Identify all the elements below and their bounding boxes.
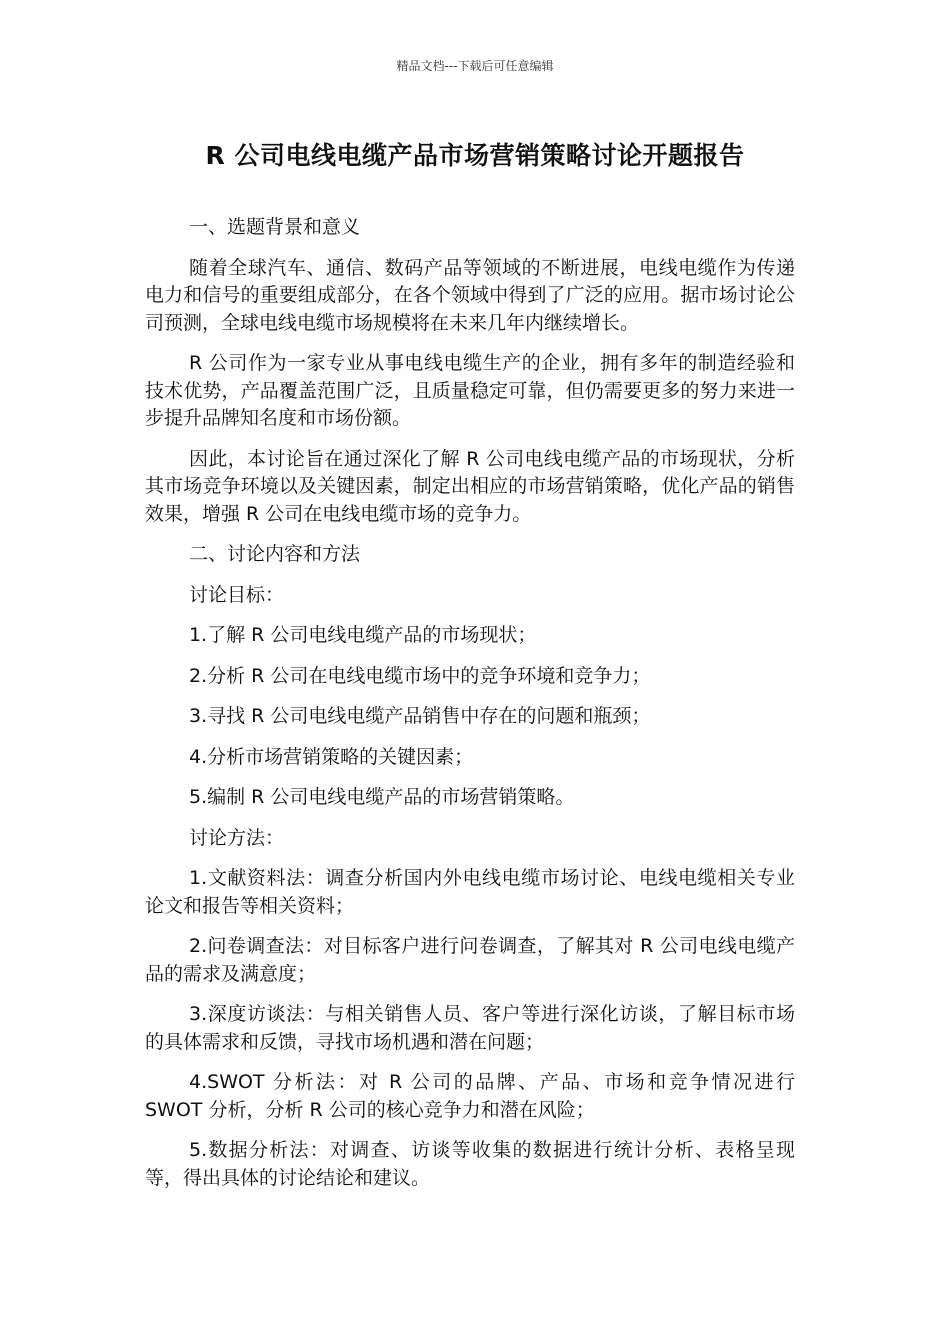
- list-item-goal-4: 4.分析市场营销策略的关键因素；: [189, 745, 474, 768]
- paragraph-purpose: 因此，本讨论旨在通过深化了解 R 公司电线电缆产品的市场现状，分析其市场竞争环境以及关键因素，制定出相应的市场营销策略，优化产品的销售效果，增强 R 公司在电线电缆市场的竞争力。: [145, 447, 795, 525]
- list-item-goal-3: 3.寻找 R 公司电线电缆产品销售中存在的问题和瓶颈；: [189, 705, 651, 727]
- paragraph-company: R 公司作为一家专业从事电线电缆生产的企业，拥有多年的制造经验和技术优势，产品覆盖范围广泛，且质量稳定可靠，但仍需要更多的努力来进一步提升品牌知名度和市场份额。: [145, 352, 795, 429]
- list-item-method-1: 1.文献资料法：调查分析国内外电线电缆市场讨论、电线电缆相关专业论文和报告等相关资料；: [145, 867, 795, 917]
- subheading-methods: 讨论方法：: [189, 826, 285, 849]
- list-item-method-4: 4.SWOT 分析法：对 R 公司的品牌、产品、市场和竞争情况进行 SWOT 分析，分析 R 公司的核心竞争力和潜在风险；: [145, 1071, 795, 1121]
- list-item-goal-2: 2.分析 R 公司在电线电缆市场中的竞争环境和竞争力；: [189, 664, 651, 687]
- document-body: [145, 214, 795, 1205]
- section-heading-1: 一、选题背景和意义: [189, 216, 361, 238]
- list-item-method-5: 5.数据分析法：对调查、访谈等收集的数据进行统计分析、表格呈现等，得出具体的讨论结论和建议。: [145, 1139, 795, 1189]
- list-item-method-3: 3.深度访谈法：与相关销售人员、客户等进行深化访谈，了解目标市场的具体需求和反馈，寻找市场机遇和潜在问题；: [145, 1003, 795, 1053]
- list-item-goal-1: 1.了解 R 公司电线电缆产品的市场现状；: [189, 624, 537, 646]
- paragraph-background: 随着全球汽车、通信、数码产品等领域的不断进展，电线电缆作为传递电力和信号的重要组成部分，在各个领域中得到了广泛的应用。据市场讨论公司预测，全球电线电缆市场规模将在未来几年内继续增长。: [145, 256, 795, 334]
- list-item-method-2: 2.问卷调查法：对目标客户进行问卷调查，了解其对 R 公司电线电缆产品的需求及满意度；: [145, 935, 795, 985]
- subheading-goals: 讨论目标：: [189, 583, 285, 606]
- page-header: 精品文档---下载后可任意编辑: [396, 59, 554, 73]
- section-heading-2: 二、讨论内容和方法: [189, 543, 361, 565]
- document-title: R 公司电线电缆产品市场营销策略讨论开题报告: [205, 141, 745, 170]
- list-item-goal-5: 5.编制 R 公司电线电缆产品的市场营销策略。: [189, 786, 575, 808]
